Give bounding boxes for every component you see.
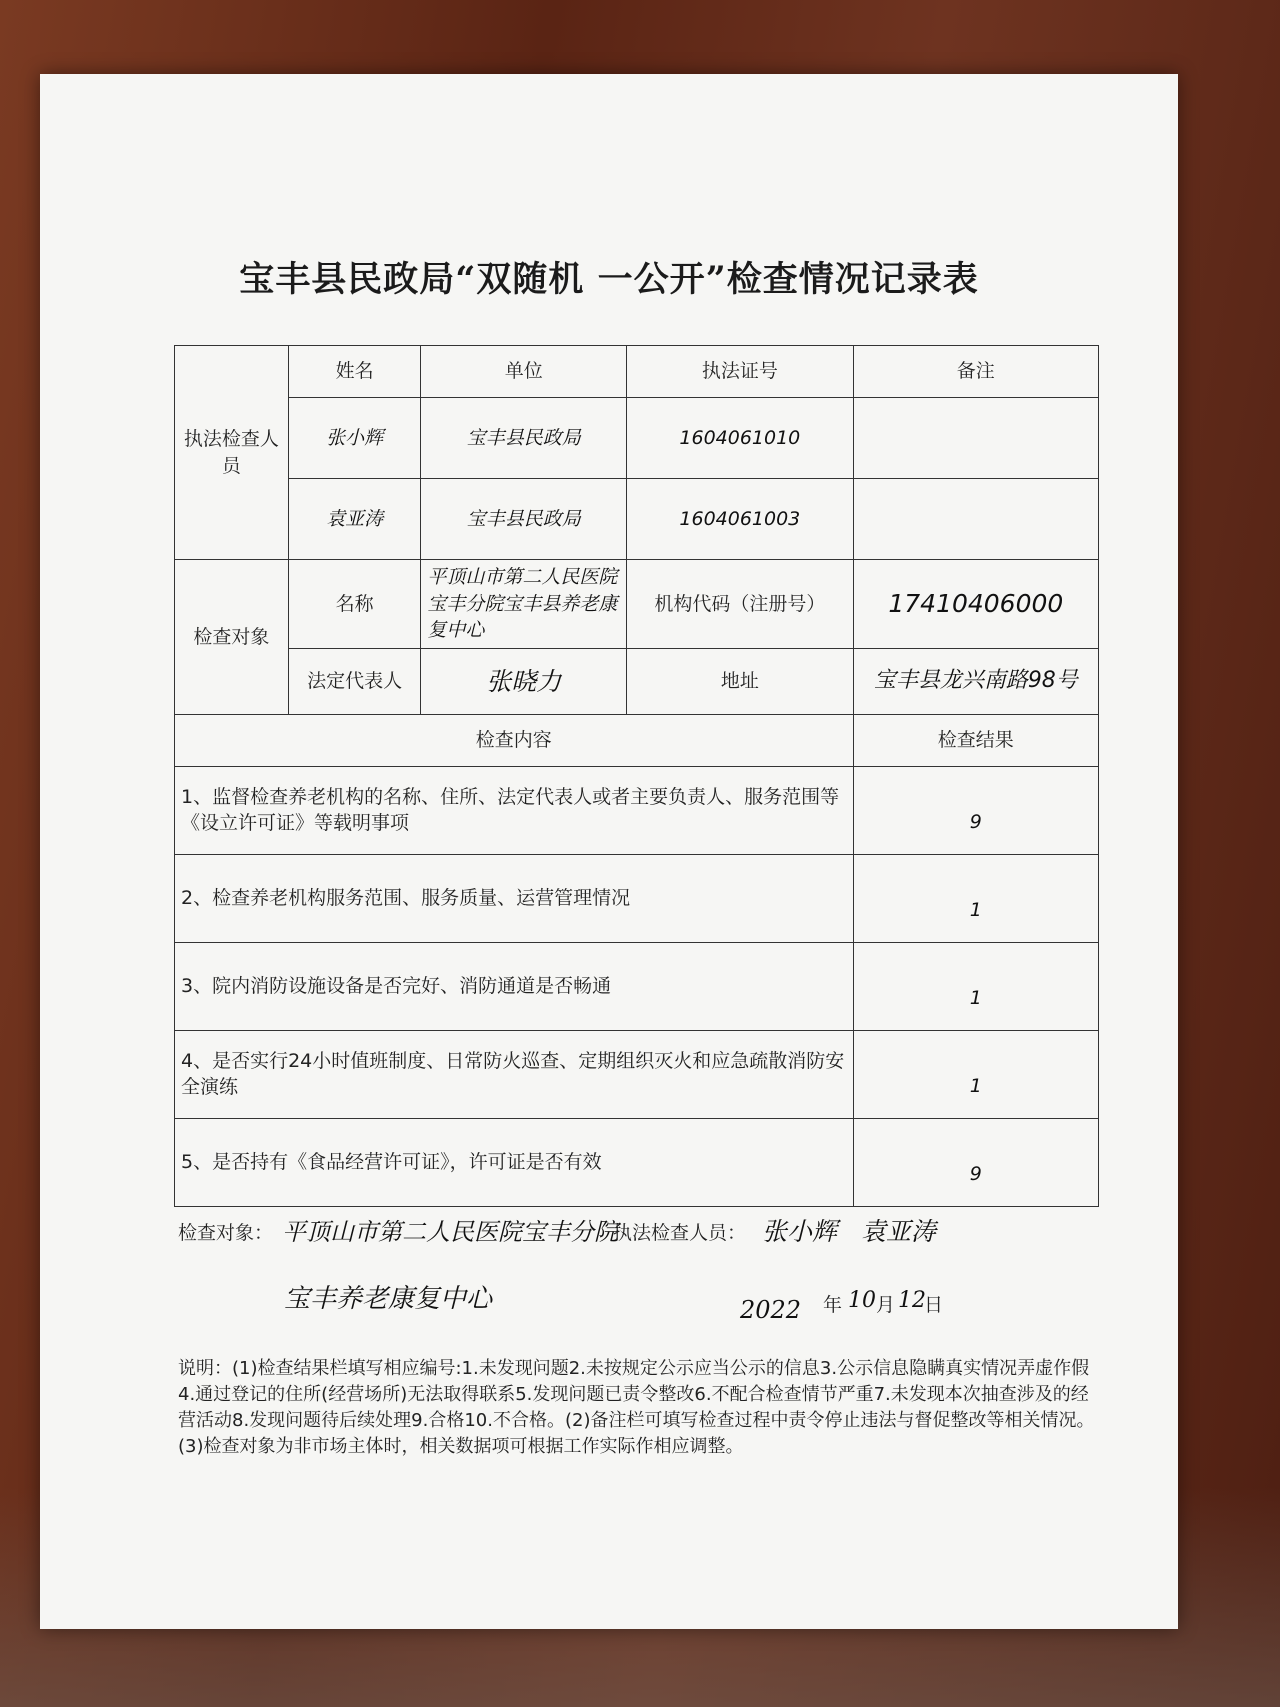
check-result: 9 — [853, 1118, 1098, 1206]
header-note: 备注 — [853, 346, 1098, 398]
inspector-name: 袁亚涛 — [288, 479, 421, 560]
check-result: 1 — [853, 942, 1098, 1030]
inspector-unit: 宝丰县民政局 — [421, 479, 627, 560]
header-cert: 执法证号 — [627, 346, 854, 398]
result-header: 检查结果 — [853, 714, 1098, 766]
inspector-cert: 1604061010 — [627, 398, 854, 479]
target-name-value: 平顶山市第二人民医院宝丰分院宝丰县养老康复中心 — [421, 560, 627, 649]
org-code-value: 17410406000 — [853, 560, 1098, 649]
header-name: 姓名 — [288, 346, 421, 398]
check-item: 4、是否实行24小时值班制度、日常防火巡查、定期组织灭火和应急疏散消防安全演练 — [175, 1030, 854, 1118]
footer-target-value-line2: 宝丰养老康复中心 — [284, 1284, 493, 1314]
inspector-cert: 1604061003 — [627, 479, 854, 560]
check-item: 1、监督检查养老机构的名称、住所、法定代表人或者主要负责人、服务范围等《设立许可证》等载明事项 — [175, 766, 854, 854]
footer-inspector-value: 张小辉 袁亚涛 — [762, 1217, 936, 1246]
date-month-char: 月 — [876, 1294, 896, 1316]
inspection-table — [174, 345, 1099, 1207]
footer-target-label: 检查对象： — [178, 1222, 274, 1244]
footer-inspector-label: 执法检查人员： — [613, 1222, 747, 1244]
check-item: 2、检查养老机构服务范围、服务质量、运营管理情况 — [175, 854, 854, 942]
check-item: 5、是否持有《食品经营许可证》，许可证是否有效 — [175, 1118, 854, 1206]
header-unit: 单位 — [421, 346, 627, 398]
legal-rep-value: 张晓力 — [421, 648, 627, 714]
check-result: 9 — [853, 766, 1098, 854]
address-value: 宝丰县龙兴南路98号 — [853, 648, 1098, 714]
date-year: 2022 — [740, 1296, 802, 1324]
date-day-char: 日 — [924, 1294, 944, 1316]
inspector-note — [853, 479, 1098, 560]
target-name-label: 名称 — [288, 560, 421, 649]
check-result: 1 — [853, 1030, 1098, 1118]
inspectors-label: 执法检查人员 — [175, 346, 289, 560]
org-code-label: 机构代码（注册号） — [627, 560, 854, 649]
target-label: 检查对象 — [175, 560, 289, 715]
inspector-unit: 宝丰县民政局 — [421, 398, 627, 479]
check-result: 1 — [853, 854, 1098, 942]
footer-target-value-line1: 平顶山市第二人民医院宝丰分院 — [282, 1218, 618, 1246]
document-page — [40, 74, 1178, 1629]
check-item: 3、院内消防设施设备是否完好、消防通道是否畅通 — [175, 942, 854, 1030]
instructions-note: 说明：(1)检查结果栏填写相应编号:1.未发现问题2.未按规定公示应当公示的信息3.公示信息隐瞒真实情况弄虚作假4.通过登记的住所(经营场所)无法取得联系5.发现问题已责令整改6.不配合检查情节严重7.未发现本次抽查涉及的经营活动8.发现问题待后续处理9.合格10.不合格。(2)备注栏可填写检查过程中责令停止违法与督促整改等相关情况。(3)检查对象为非市场主体时，相关数据项可根据工作实际作相应调整。 — [178, 1358, 1095, 1458]
inspector-note — [853, 398, 1098, 479]
page-title: 宝丰县民政局“双随机 一公开”检查情况记录表 — [239, 259, 979, 300]
date-month: 10 — [848, 1288, 876, 1313]
inspector-name: 张小辉 — [288, 398, 421, 479]
legal-rep-label: 法定代表人 — [288, 648, 421, 714]
date-day: 12 — [898, 1288, 926, 1313]
address-label: 地址 — [627, 648, 854, 714]
date-year-char: 年 — [823, 1294, 843, 1316]
content-header: 检查内容 — [175, 714, 854, 766]
